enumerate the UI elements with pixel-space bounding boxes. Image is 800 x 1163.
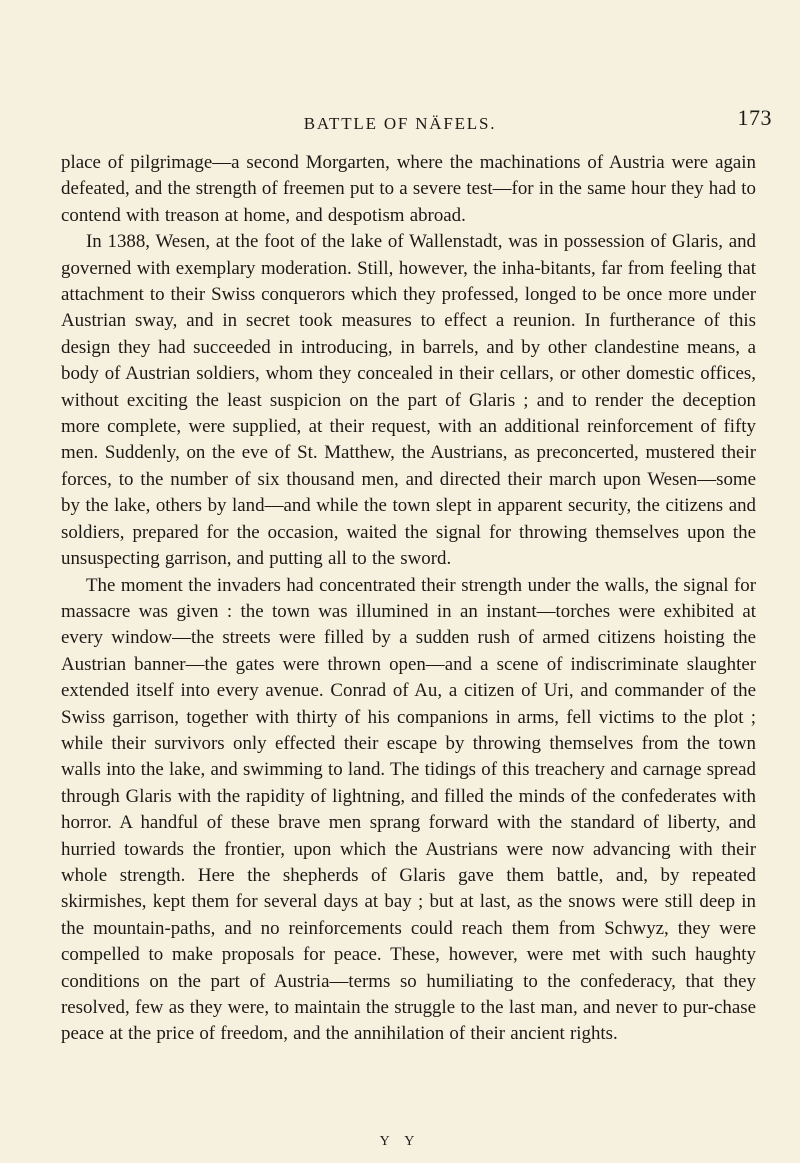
page-number: 173 [737, 105, 772, 130]
paragraph: place of pilgrimage—a second Morgarten, where the machinations of Austria were again defeated, and the strength of freemen put to a severe test—for in the same hour they had to contend with treason at home, and despotism abroad. [61, 152, 756, 226]
signature-mark: Y Y [379, 1134, 421, 1149]
running-title: BATTLE OF NÄFELS. [303, 114, 497, 133]
paragraph: In 1388, Wesen, at the foot of the lake of Wallenstadt, was in possession of Glaris, and governed with exemplary moderation. Still, however, the inha-bitants, far from feeling that attachment to their Swiss conquerors which they professed, longed to be once more under Austrian sway, and in secret took measures to effect a reunion. In furtherance of this design they had succeeded in introducing, in barrels, and by other clandestine means, a body of Austrian soldiers, whom they concealed in their cellars, or other domestic offices, without exciting the least suspicion on the part of Glaris ; and to render the deception more complete, were supplied, at their request, with an additional reinforcement of fifty men. Suddenly, on the eve of St. Matthew, the Austrians, as preconcerted, mustered their forces, to the number of six thousand men, and directed their march upon Wesen—some by the lake, others by land—and while the town slept in apparent security, the citizens and soldiers, prepared for the occasion, waited the signal for throwing themselves upon the unsuspecting garrison, and putting all to the sword. [61, 231, 756, 570]
paragraph: The moment the invaders had concentrated their strength under the walls, the signal for massacre was given : the town was illumined in an instant—torches were exhibited at every window—the streets were filled by a sudden rush of armed citizens hoisting the Austrian banner—the gates were thrown open—and a scene of indiscriminate slaughter extended itself into every avenue. Conrad of Au, a citizen of Uri, and commander of the Swiss garrison, together with thirty of his companions in arms, fell victims to the plot ; while their survivors only effected their escape by throwing themselves from the town walls into the lake, and swimming to land. The tidings of this treachery and carnage spread through Glaris with the rapidity of lightning, and filled the minds of the confederates with horror. A handful of these brave men sprang forward with the standard of liberty, and hurried towards the frontier, upon which the Austrians were now advancing with their whole strength. Here the shepherds of Glaris gave them battle, and, by repeated skirmishes, kept them for several days at bay ; but at last, as the snows were still deep in the mountain-paths, and no reinforcements could reach them from Schwyz, they were compelled to make proposals for peace. These, however, were met with such haughty conditions on the part of Austria—terms so humiliating to the confederacy, that they resolved, few as they were, to maintain the struggle to the last man, and never to pur-chase peace at the price of freedom, and the annihilation of their ancient rights. [61, 574, 756, 1045]
body-text [61, 150, 756, 1048]
